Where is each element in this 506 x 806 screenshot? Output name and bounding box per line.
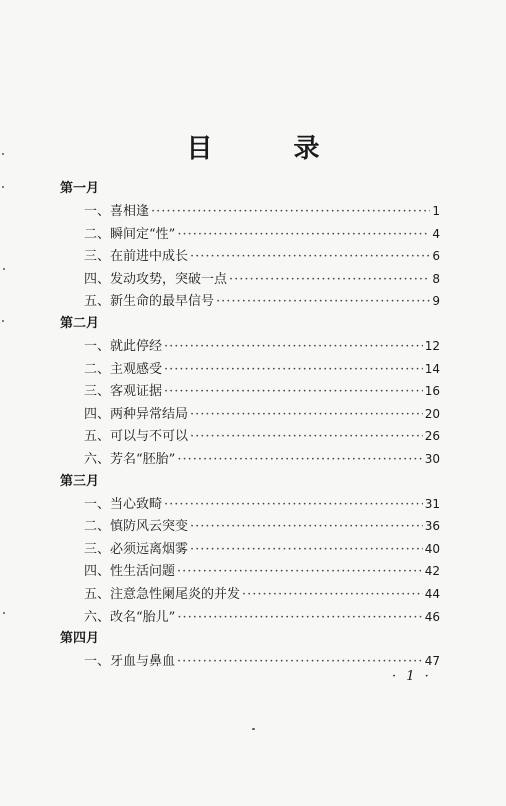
entry-page: 14 — [424, 361, 440, 376]
entry-number: 五、 — [84, 294, 111, 310]
toc-entry[interactable] — [84, 380, 440, 403]
entry-page: 1 — [432, 204, 440, 218]
scan-speck — [3, 612, 5, 614]
toc-entry[interactable] — [84, 223, 440, 246]
entry-number: 四、 — [84, 564, 111, 580]
month-heading: 第四月 — [60, 631, 100, 647]
entry-title: 喜相逢 — [110, 204, 150, 219]
page-number: · 1 · — [392, 669, 432, 684]
entry-number: 五、 — [84, 429, 111, 445]
leader-dots — [164, 336, 423, 359]
leader-dots — [190, 246, 430, 269]
entry-page: 44 — [424, 586, 440, 601]
entry-title: 主观感受 — [110, 361, 163, 377]
entry-page: 9 — [432, 294, 440, 309]
entry-number: 二、 — [84, 519, 111, 535]
entry-title: 必须远离烟雾 — [110, 541, 189, 557]
toc-entry[interactable] — [84, 493, 440, 516]
leader-dots — [151, 201, 430, 224]
scan-speck — [3, 268, 5, 270]
scan-speck — [2, 320, 4, 322]
entry-page: 4 — [432, 226, 440, 241]
month-heading: 第一月 — [60, 181, 100, 196]
leader-dots — [190, 426, 423, 449]
entry-number: 五、 — [84, 586, 111, 602]
entry-page: 47 — [424, 654, 440, 669]
scan-speck — [252, 728, 255, 730]
toc-entry[interactable] — [84, 538, 440, 561]
entry-page: 6 — [432, 249, 440, 264]
entry-number: 四、 — [84, 406, 111, 422]
entry-number: 一、 — [84, 338, 111, 354]
table-of-contents — [60, 178, 450, 673]
page-title: 目 录 — [186, 134, 356, 164]
entry-title: 可以与不可以 — [110, 429, 189, 445]
toc-entry[interactable] — [84, 200, 440, 223]
entry-title: 瞬间定“性” — [110, 226, 176, 242]
entry-title: 性生活问题 — [110, 564, 176, 580]
toc-entry[interactable] — [84, 515, 440, 538]
entry-number: 三、 — [84, 384, 111, 400]
entry-title: 客观证据 — [110, 384, 163, 400]
entry-title: 两种异常结局 — [110, 406, 189, 422]
entry-title: 芳名“胚胎” — [110, 451, 176, 467]
entry-page: 42 — [424, 564, 440, 579]
toc-entry[interactable] — [84, 268, 440, 291]
entry-number: 一、 — [84, 204, 111, 219]
entry-page: 36 — [424, 519, 440, 534]
entry-number: 六、 — [84, 609, 111, 625]
entry-title: 就此停经 — [110, 338, 163, 354]
leader-dots — [229, 269, 430, 292]
entry-page: 12 — [424, 338, 440, 353]
entry-number: 三、 — [84, 541, 111, 557]
leader-dots — [164, 381, 423, 404]
leader-dots — [190, 516, 423, 539]
entry-page: 8 — [432, 271, 440, 286]
entry-title: 改名“胎儿” — [110, 609, 176, 625]
entry-title: 新生命的最早信号 — [110, 294, 215, 310]
entry-number: 一、 — [84, 654, 111, 670]
leader-dots — [190, 404, 423, 427]
leader-dots — [242, 584, 423, 607]
toc-entry[interactable] — [84, 290, 440, 313]
entry-title: 在前进中成长 — [110, 249, 189, 265]
entry-page: 26 — [424, 429, 440, 444]
entry-page: 20 — [424, 406, 440, 421]
entry-title: 注意急性阑尾炎的并发 — [110, 586, 241, 602]
month-heading: 第三月 — [60, 473, 100, 489]
toc-entry[interactable] — [84, 560, 440, 583]
toc-entry[interactable] — [84, 335, 440, 358]
month-heading: 第二月 — [60, 315, 100, 331]
entry-number: 四、 — [84, 271, 111, 287]
leader-dots — [177, 224, 430, 247]
toc-entry[interactable] — [84, 245, 440, 268]
leader-dots — [164, 359, 423, 382]
toc-entry[interactable] — [84, 403, 440, 426]
leader-dots — [216, 291, 430, 314]
leader-dots — [164, 494, 423, 517]
toc-entry[interactable] — [84, 358, 440, 381]
entry-page: 30 — [424, 451, 440, 466]
leader-dots — [190, 539, 423, 562]
entry-page: 40 — [424, 541, 440, 556]
leader-dots — [177, 449, 422, 472]
entry-number: 三、 — [84, 249, 111, 265]
leader-dots — [177, 651, 423, 674]
entry-page: 16 — [424, 384, 440, 399]
leader-dots — [177, 561, 423, 584]
toc-entry[interactable] — [84, 606, 440, 629]
entry-number: 二、 — [84, 226, 111, 242]
toc-entry[interactable] — [84, 425, 440, 448]
toc-entry[interactable] — [84, 650, 440, 673]
entry-title: 牙血与鼻血 — [110, 654, 176, 670]
scan-speck — [2, 153, 4, 155]
entry-title: 发动攻势，突破一点 — [110, 271, 228, 287]
entry-number: 一、 — [84, 496, 111, 512]
entry-number: 六、 — [84, 451, 111, 467]
toc-entry[interactable] — [84, 583, 440, 606]
scan-speck — [2, 186, 4, 188]
entry-number: 二、 — [84, 361, 111, 377]
entry-page: 31 — [424, 496, 440, 511]
leader-dots — [177, 607, 422, 630]
entry-page: 46 — [424, 609, 440, 624]
toc-entry[interactable] — [84, 448, 440, 471]
entry-title: 慎防风云突变 — [110, 519, 189, 535]
entry-title: 当心致畸 — [110, 496, 163, 512]
